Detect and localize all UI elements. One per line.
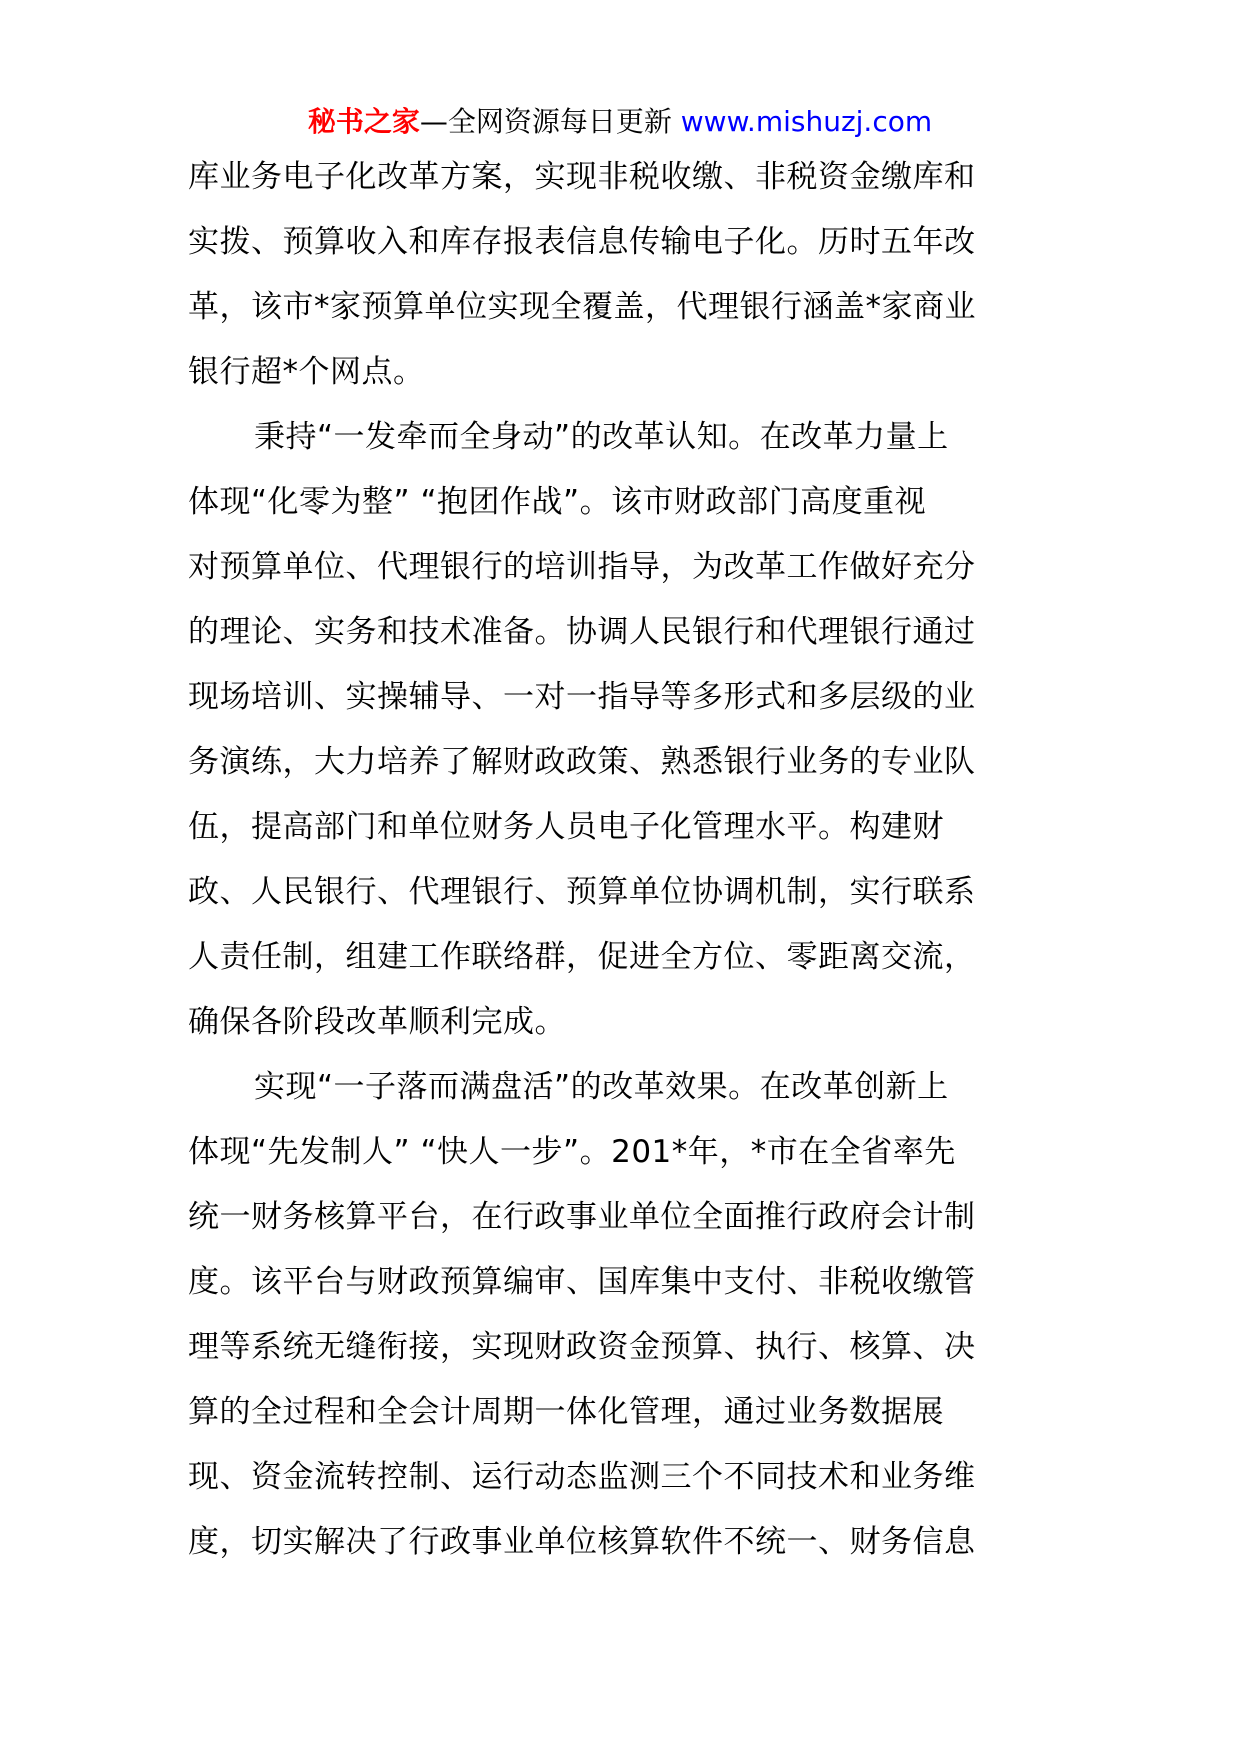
- text-line: 库业务电子化改革方案，实现非税收缴、非税资金缴库和: [188, 159, 976, 195]
- text-line: 实拨、预算收入和库存报表信息传输电子化。历时五年改: [188, 224, 976, 260]
- text-line: 度，切实解决了行政事业单位核算软件不统一、财务信息: [188, 1524, 976, 1560]
- site-url-link[interactable]: www.mishuzj.com: [680, 105, 933, 138]
- text-line: 度。该平台与财政预算编审、国库集中支付、非税收缴管: [188, 1264, 976, 1300]
- text-line: 现场培训、实操辅导、一对一指导等多形式和多层级的业: [188, 679, 976, 715]
- text-line: 人责任制，组建工作联络群，促进全方位、零距离交流，: [188, 939, 976, 975]
- text-line: 算的全过程和全会计周期一体化管理，通过业务数据展: [188, 1394, 944, 1430]
- text-line: 现、资金流转控制、运行动态监测三个不同技术和业务维: [188, 1459, 976, 1495]
- document-body: [188, 145, 1060, 1575]
- text-line: 体现“化零为整” “抱团作战”。该市财政部门高度重视: [188, 484, 927, 520]
- page-header: [0, 100, 1240, 144]
- text-line: 政、人民银行、代理银行、预算单位协调机制，实行联系: [188, 874, 976, 910]
- text-line: 的理论、实务和技术准备。协调人民银行和代理银行通过: [188, 614, 976, 650]
- text-line: 统一财务核算平台，在行政事业单位全面推行政府会计制: [188, 1199, 976, 1235]
- text-line: 对预算单位、代理银行的培训指导，为改革工作做好充分: [188, 549, 976, 585]
- text-line: 体现“先发制人” “快人一步”。201*年，*市在全省率先: [188, 1134, 956, 1170]
- text-line: 确保各阶段改革顺利完成。: [188, 1004, 566, 1040]
- text-line: 银行超*个网点。: [188, 354, 425, 390]
- text-line: 革，该市*家预算单位实现全覆盖，代理银行涵盖*家商业: [188, 289, 976, 325]
- brand-name: 秘书之家: [307, 105, 420, 138]
- text-line: 伍，提高部门和单位财务人员电子化管理水平。构建财: [188, 809, 944, 845]
- text-line: 务演练，大力培养了解财政政策、熟悉银行业务的专业队: [188, 744, 976, 780]
- text-line: 理等系统无缝衔接，实现财政资金预算、执行、核算、决: [188, 1329, 976, 1365]
- paragraph-start-line: 秉持“一发牵而全身动”的改革认知。在改革力量上: [254, 419, 949, 455]
- paragraph-start-line: 实现“一子落而满盘活”的改革效果。在改革创新上: [254, 1069, 949, 1105]
- header-tagline: —全网资源每日更新: [419, 105, 681, 138]
